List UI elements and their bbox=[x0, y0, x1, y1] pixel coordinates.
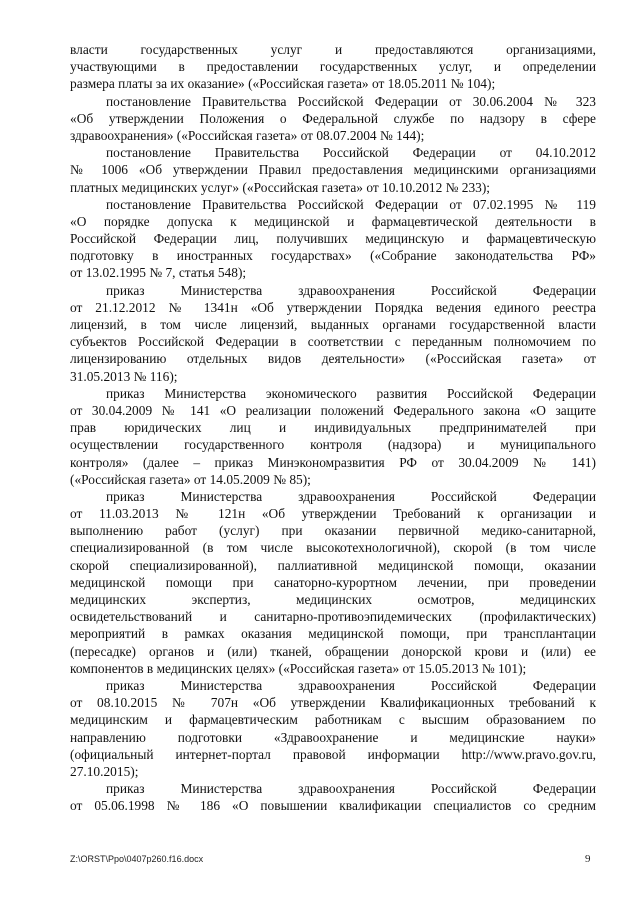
text-line: («Российская газета» от 14.05.2009 № 85); bbox=[70, 471, 311, 487]
text-line: медицинских экспертиз, медицинских осмотров, медицинских bbox=[70, 592, 596, 607]
text-line: от 05.06.1998 № 186 «О повышении квалификации специалистов со средним bbox=[70, 798, 596, 814]
text-line: от 13.02.1995 № 7, статья 548); bbox=[70, 265, 247, 281]
text-line: медицинским и фармацевтическим работникам с высшим образованием по bbox=[70, 712, 596, 728]
text-line: приказ Министерства здравоохранения Российской Федерации bbox=[106, 488, 596, 504]
text-line: от 30.04.2009 № 141 «О реализации положений Федерального закона «О защите bbox=[70, 402, 596, 418]
text-line: медицинской помощи при санаторно-курортном лечении, при проведении bbox=[70, 574, 596, 590]
text-line: от 21.12.2012 № 1341н «Об утверждении Порядка ведения единого реестра bbox=[70, 299, 596, 315]
text-line: контроля» (далее – приказ Минэкономразвития РФ от 30.04.2009 № 141) bbox=[70, 454, 596, 470]
text-line: (официальный интернет-портал правовой информации http://www.pravo.gov.ru, bbox=[70, 746, 596, 762]
text-line: платных медицинских услуг» («Российская газета» от 10.10.2012 № 233); bbox=[70, 179, 491, 195]
text-line: специализированной (в том числе высокотехнологичной), скорой (в том числе bbox=[70, 540, 596, 556]
text-line: компонентов в медицинских целях» («Российская газета» от 15.05.2013 № 101); bbox=[70, 660, 527, 676]
text-line: размера платы за их оказание» («Российская газета» от 18.05.2011 № 104); bbox=[70, 76, 496, 92]
document-body bbox=[70, 41, 596, 814]
paragraph bbox=[70, 144, 596, 196]
text-line: лицензий, в том числе лицензий, выданных органами государственной власти bbox=[70, 317, 596, 332]
text-line: постановление Правительства Российской Федерации от 04.10.2012 bbox=[106, 145, 596, 161]
text-line: направлению подготовки «Здравоохранение и медицинские науки» bbox=[70, 729, 596, 745]
text-line: прав юридических лиц и индивидуальных предпринимателей при bbox=[70, 420, 596, 436]
text-line: постановление Правительства Российской Федерации от 07.02.1995 № 119 bbox=[106, 196, 596, 212]
text-line: от 11.03.2013 № 121н «Об утверждении Требований к организации и bbox=[70, 506, 596, 522]
text-line: субъектов Российской Федерации в соответствии с переданным полномочием по bbox=[70, 334, 596, 350]
page-number: 9 bbox=[585, 853, 591, 865]
text-line: скорой специализированной), паллиативной медицинской помощи, оказании bbox=[70, 557, 596, 573]
text-line: Российской Федерации лиц, получивших медицинскую и фармацевтическую bbox=[70, 231, 596, 247]
text-line: участвующими в предоставлении государственных услуг, и определении bbox=[70, 59, 596, 75]
paragraph bbox=[70, 677, 596, 780]
text-line: выполнению работ (услуг) при оказании первичной медико-санитарной, bbox=[70, 523, 596, 539]
paragraph bbox=[70, 41, 596, 93]
footer-file-path: Z:\ORST\Ppo\0407p260.f16.docx bbox=[70, 854, 204, 864]
text-line: здравоохранения» («Российская газета» от 08.07.2004 № 144); bbox=[70, 127, 425, 143]
text-line: (пересадке) органов и (или) тканей, обращении донорской крови и (или) ее bbox=[70, 643, 596, 659]
paragraph bbox=[70, 385, 596, 488]
paragraph bbox=[70, 282, 596, 385]
text-line: «О порядке допуска к медицинской и фармацевтической деятельности в bbox=[70, 213, 596, 229]
text-line: подготовку в иностранных государствах» («Собрание законодательства РФ» bbox=[70, 248, 596, 264]
text-line: 31.05.2013 № 116); bbox=[70, 368, 178, 384]
paragraph bbox=[70, 196, 596, 282]
text-line: освидетельствований и санитарно-противоэпидемических (профилактических) bbox=[70, 609, 596, 625]
text-line: лицензированию отдельных видов деятельности» («Российская газета» от bbox=[70, 351, 596, 367]
text-line: от 08.10.2015 № 707н «Об утверждении Квалификационных требований к bbox=[70, 695, 596, 711]
paragraph bbox=[70, 780, 596, 814]
text-line: приказ Министерства здравоохранения Российской Федерации bbox=[106, 781, 596, 797]
text-line: постановление Правительства Российской Федерации от 30.06.2004 № 323 bbox=[106, 93, 596, 109]
paragraph bbox=[70, 488, 596, 677]
text-line: «Об утверждении Положения о Федеральной службе по надзору в сфере bbox=[70, 110, 596, 126]
text-line: № 1006 «Об утверждении Правил предоставления медицинскими организациями bbox=[70, 162, 596, 178]
text-line: приказ Министерства экономического развития Российской Федерации bbox=[106, 385, 596, 401]
paragraph bbox=[70, 93, 596, 145]
text-line: приказ Министерства здравоохранения Российской Федерации bbox=[106, 282, 596, 298]
text-line: власти государственных услуг и предоставляются организациями, bbox=[70, 42, 596, 57]
text-line: 27.10.2015); bbox=[70, 763, 139, 779]
text-line: приказ Министерства здравоохранения Российской Федерации bbox=[106, 677, 596, 693]
text-line: осуществлении государственного контроля (надзора) и муниципального bbox=[70, 437, 596, 453]
text-line: мероприятий в рамках оказания медицинской помощи, при трансплантации bbox=[70, 626, 596, 642]
